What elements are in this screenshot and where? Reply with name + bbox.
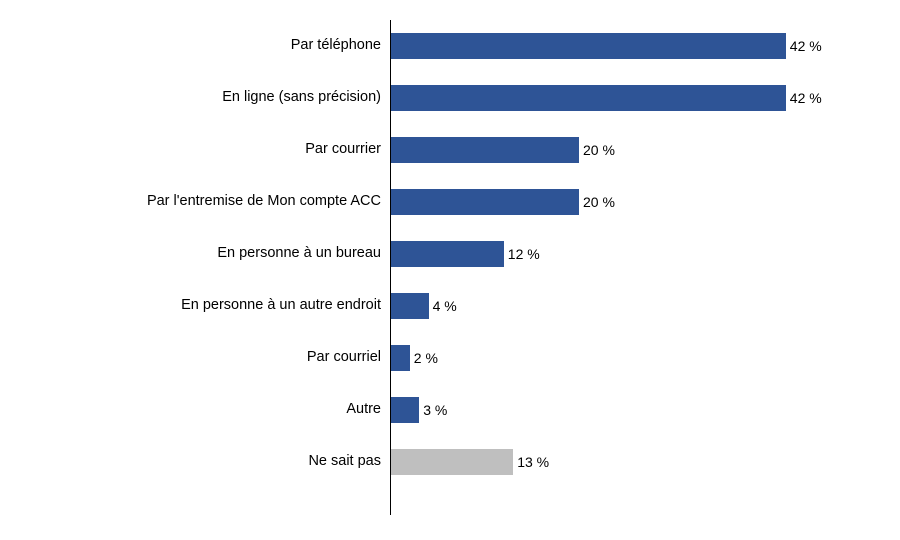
category-label: Par courrier — [305, 141, 381, 158]
bar-row — [0, 228, 900, 280]
bar — [391, 137, 579, 163]
bar — [391, 449, 513, 475]
bar-container — [391, 20, 822, 72]
bar-row — [0, 20, 900, 72]
bar — [391, 397, 419, 423]
category-label: En personne à un autre endroit — [181, 297, 381, 314]
bar-row — [0, 72, 900, 124]
bar-container — [391, 72, 822, 124]
bar — [391, 189, 579, 215]
bar-container — [391, 124, 615, 176]
category-label: En personne à un bureau — [217, 245, 381, 262]
bar-container — [391, 228, 540, 280]
category-label: Autre — [346, 401, 381, 418]
category-label: Par l'entremise de Mon compte ACC — [146, 193, 381, 210]
bar — [391, 241, 504, 267]
bar-container — [391, 384, 447, 436]
bar — [391, 33, 786, 59]
bar-value-label: 2 % — [413, 350, 438, 366]
bar-row — [0, 124, 900, 176]
category-label: Ne sait pas — [308, 453, 381, 470]
category-label: Par téléphone — [290, 37, 381, 54]
bar-value-label: 42 % — [789, 90, 822, 106]
bar-row — [0, 176, 900, 228]
bar-rows — [0, 20, 900, 488]
bar — [391, 85, 786, 111]
bar-container — [391, 280, 457, 332]
bar-row — [0, 280, 900, 332]
bar-value-label: 20 % — [583, 194, 615, 210]
category-label: En ligne (sans précision) — [222, 89, 381, 106]
bar-value-label: 4 % — [432, 298, 457, 314]
bar-container — [391, 176, 615, 228]
bar-container — [391, 332, 438, 384]
bar-value-label: 42 % — [789, 38, 822, 54]
bar-value-label: 20 % — [583, 142, 615, 158]
category-label: Par courriel — [306, 349, 381, 366]
bar-value-label: 3 % — [423, 402, 448, 418]
bar-row — [0, 332, 900, 384]
bar-row — [0, 384, 900, 436]
bar-value-label: 12 % — [507, 246, 540, 262]
bar — [391, 293, 429, 319]
bar — [391, 345, 410, 371]
bar-container — [391, 436, 549, 488]
bar-row — [0, 436, 900, 488]
bar-value-label: 13 % — [517, 454, 550, 470]
